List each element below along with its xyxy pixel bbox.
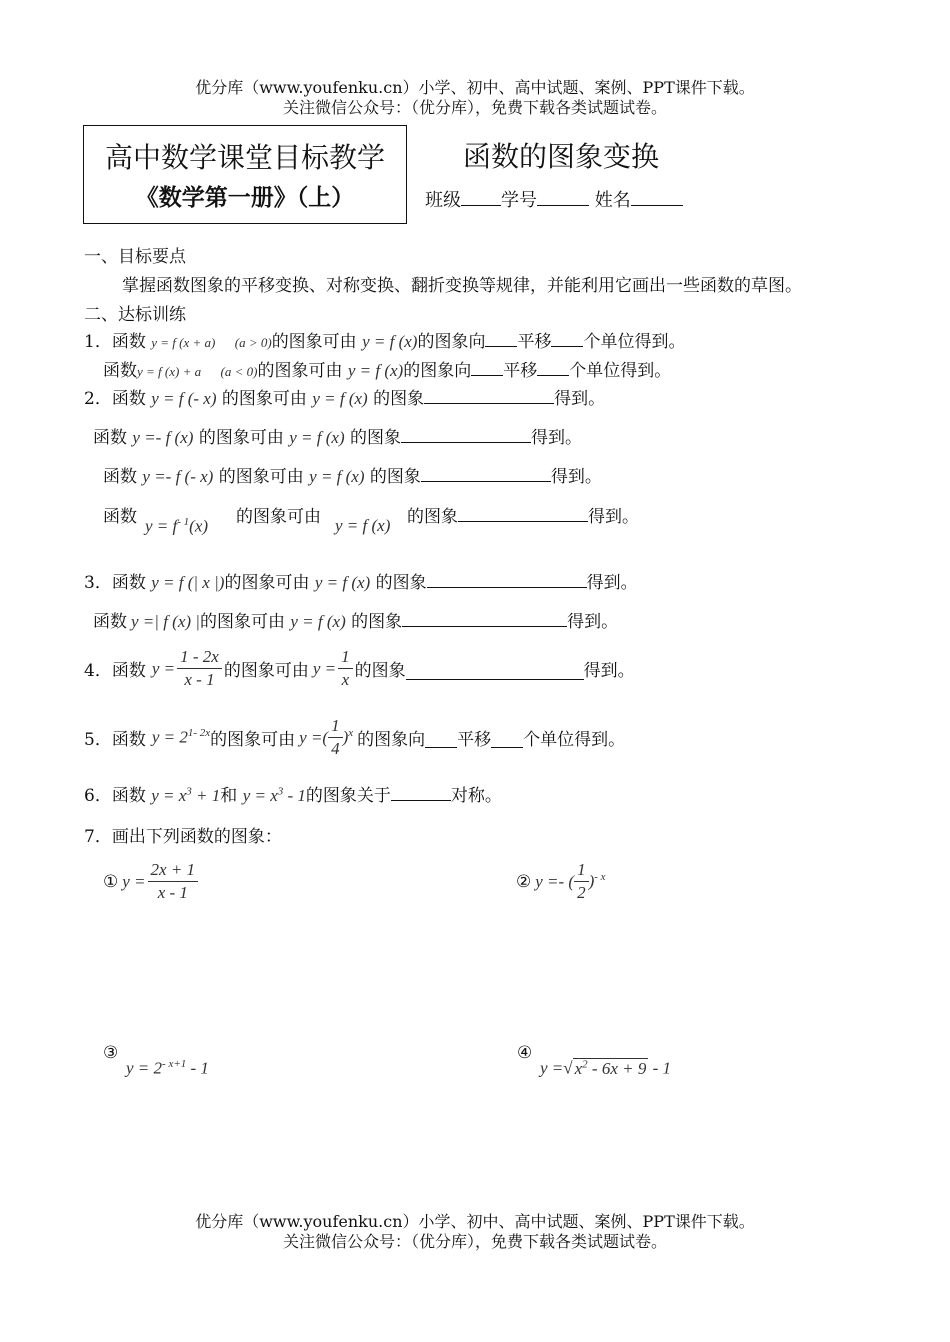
q4-frac1-num: 1 - 2x (177, 647, 222, 669)
q2-2-tail: 的图象 (350, 428, 402, 448)
q2-4-func-a: y = f (145, 516, 178, 536)
q6-func-2-sup: 3 (277, 785, 284, 798)
q7-item-2 (516, 860, 606, 903)
q7-item-1-marker: ① (103, 871, 119, 892)
q2-4-tail-group (407, 502, 639, 527)
q7-item-4-radicand (573, 1058, 649, 1078)
q2-line-4 (103, 502, 137, 527)
q1-b-t2: 个单位得到。 (569, 361, 672, 381)
q3-1-prefix: 函数 (111, 573, 146, 593)
header-line-1: 优分库（www.youfenku.cn）小学、初中、高中试题、案例、PPT课件下载。 (195, 78, 755, 97)
q6-func-1-b: + 1 (191, 786, 221, 805)
q4-frac2-num: 1 (338, 647, 353, 669)
q6-func-1-sup: 3 (186, 785, 192, 798)
q2-3-func: y =- f (- x) (142, 467, 214, 486)
section-1-heading: 一、目标要点 (84, 247, 186, 267)
q3-1-func: y = f (| x |) (151, 573, 225, 592)
q7-item-1-den: x - 1 (157, 883, 188, 902)
q7-line (84, 822, 282, 847)
q6-func-1-a: y = x (151, 786, 187, 805)
q6-func-1 (151, 786, 220, 805)
q2-1-prefix: 函数 (111, 389, 146, 409)
q7-text: 画出下列函数的图象： (111, 827, 282, 847)
q7-item-4-func: y =√ $x^2 - 6x + 9 - 1$ (540, 1058, 672, 1078)
title-box-line-2: 《数学第一册》（上） (135, 185, 355, 211)
student-info (425, 186, 683, 212)
q2-1-end: 得到。 (554, 389, 606, 409)
number-label: 学号 (501, 190, 537, 211)
q1-line-b (103, 356, 671, 381)
class-blank[interactable] (461, 191, 501, 206)
q1-b-base: y = f (x) (347, 361, 404, 380)
q7-item-3-marker: ③ (103, 1043, 119, 1063)
q4-number: 4． (84, 661, 112, 681)
q1-a-func: y = f (x + a) (151, 335, 216, 350)
q4-y: y = (151, 658, 176, 678)
q7-item-3-a: y = 2 (126, 1058, 163, 1078)
q2-4-base: y = f (x) (335, 516, 391, 535)
q5-number: 5． (84, 730, 112, 750)
q4-prefix: 函数 (111, 661, 146, 681)
q2-2-mid: 的图象可由 (198, 428, 284, 448)
q2-4-end: 得到。 (588, 507, 639, 527)
q7-item-1-fraction (148, 860, 199, 903)
q6-func-2-a: y = x (242, 786, 278, 805)
q2-1-mid: 的图象可由 (221, 389, 307, 409)
q3-line-2 (93, 607, 618, 632)
q6-blank[interactable] (391, 786, 451, 801)
q2-4-tail: 的图象 (407, 507, 458, 527)
q2-3-prefix: 函数 (103, 467, 137, 487)
q5-func-2-sup: x (348, 727, 354, 740)
q5-func-1-sup: 1- 2x (187, 727, 211, 740)
q5-func-2-b: ) (342, 727, 349, 747)
q7-number: 7． (84, 827, 112, 847)
q4-end: 得到。 (583, 661, 635, 681)
q2-2-end: 得到。 (531, 428, 583, 448)
q2-4-blank[interactable] (458, 507, 588, 522)
q7-item-4-rad-sup: 2 (582, 1058, 588, 1070)
q7-item-4-marker: ④ (517, 1043, 533, 1063)
q2-1-base: y = f (x) (312, 389, 368, 408)
q7-item-2-fraction (574, 860, 589, 903)
q7-item-4-rad-a: x (574, 1058, 583, 1078)
q7-item-2-b-group (589, 871, 606, 892)
q1-a-base: y = f (x) (362, 332, 418, 351)
q2-3-mid: 的图象可由 (218, 467, 304, 487)
q7-item-3-sup: - x+1 (162, 1058, 187, 1070)
name-label: 姓名 (594, 190, 631, 211)
q3-2-end: 得到。 (567, 612, 619, 632)
q1-b-mid2: 的图象向 (403, 361, 472, 381)
q1-b-mid: 的图象可由 (257, 361, 343, 381)
q2-2-blank[interactable] (401, 428, 531, 443)
q5-mid2: 的图象向 (357, 730, 426, 750)
q2-4-func-sup: - 1 (177, 516, 190, 528)
q2-number: 2． (84, 389, 112, 409)
q2-1-tail: 的图象 (373, 389, 425, 409)
q2-1-func: y = f (- x) (151, 389, 217, 408)
q3-line-1 (84, 568, 638, 593)
q3-1-base: y = f (x) (314, 573, 371, 592)
q1-a-mid: 的图象可由 (271, 332, 357, 352)
q5-t2: 个单位得到。 (523, 730, 626, 750)
q3-2-func: y =| f (x) | (131, 612, 200, 631)
q5-func-1 (152, 727, 210, 748)
q1-a-blank-2[interactable] (551, 332, 583, 347)
q5-func-1-base: y = 2 (151, 727, 188, 747)
q5-frac-den: 4 (331, 739, 340, 758)
q5-func-2-a: y =( (299, 727, 329, 747)
q4-frac2-den: x (341, 670, 350, 689)
q1-b-blank-1[interactable] (471, 361, 503, 376)
q1-a-cond: (a > 0) (234, 335, 272, 350)
q7-item-4-rad-b: - 6x + 9 (587, 1058, 647, 1078)
name-blank[interactable] (631, 191, 683, 206)
q5-t1: 平移 (457, 730, 492, 750)
q7-item-1 (103, 860, 200, 903)
q6-number: 6． (84, 786, 112, 806)
q2-4-mid: 的图象可由 (236, 507, 321, 527)
q1-b-func: y = f (x) + a (137, 364, 202, 379)
q7-item-2-b: ) (588, 871, 595, 891)
q6-func-2 (243, 786, 306, 805)
q3-2-mid: 的图象可由 (199, 612, 285, 632)
q2-3-blank[interactable] (421, 467, 551, 482)
section-2-heading: 二、达标训练 (84, 305, 186, 325)
q5-blank-2[interactable] (491, 733, 523, 748)
q1-a-prefix: 函数 (111, 332, 146, 352)
q1-number: 1． (84, 332, 112, 352)
q1-b-cond: (a < 0) (220, 364, 258, 379)
q3-2-base: y = f (x) (290, 612, 346, 631)
title-box-line-1: 高中数学课堂目标教学 (104, 141, 385, 174)
q2-3-end: 得到。 (550, 467, 602, 487)
q6-and: 和 (220, 786, 238, 806)
page-title: 函数的图象变换 (463, 140, 660, 173)
q4-fraction-2 (338, 647, 353, 690)
q2-line-1 (84, 384, 605, 409)
q7-item-3-b: - 1 (186, 1058, 209, 1078)
q6-line (84, 781, 502, 806)
q2-line-3 (103, 462, 602, 487)
q5-mid: 的图象可由 (210, 730, 296, 750)
q3-1-mid: 的图象可由 (224, 573, 310, 593)
q2-4-prefix: 函数 (103, 507, 137, 527)
q2-3-tail: 的图象 (369, 467, 421, 487)
q1-a-mid2: 的图象向 (417, 332, 486, 352)
section-1-text: 掌握函数图象的平移变换、对称变换、翻折变换等规律，并能利用它画出一些函数的草图。 (122, 276, 802, 296)
q7-item-3-func (126, 1058, 209, 1079)
q2-4-func-b: (x) (189, 516, 209, 536)
q2-4-func (145, 516, 208, 537)
q5-blank-1[interactable] (425, 733, 457, 748)
q2-1-blank[interactable] (424, 389, 554, 404)
q7-item-1-y: y = (122, 871, 146, 891)
q3-2-prefix: 函数 (93, 612, 127, 632)
q3-number: 3． (84, 573, 112, 593)
q1-a-t1: 平移 (517, 332, 552, 352)
q5-frac-num: 1 (328, 716, 343, 738)
q1-b-prefix: 函数 (103, 361, 137, 381)
q2-3-base: y = f (x) (309, 467, 365, 486)
q3-1-tail: 的图象 (375, 573, 427, 593)
header-line-2: 关注微信公众号：（优分库），免费下载各类试题试卷。 (282, 98, 667, 117)
q6-func-2-b: - 1 (283, 786, 306, 805)
q4-mid: 的图象可由 (223, 661, 309, 681)
q5-prefix: 函数 (111, 730, 146, 750)
q4-tail: 的图象 (354, 661, 406, 681)
q1-line-a (84, 327, 685, 352)
number-blank[interactable] (537, 191, 589, 206)
q2-line-2 (93, 423, 582, 448)
q4-y2: y = (312, 658, 337, 678)
q7-item-1-num: 2x + 1 (148, 860, 199, 882)
q5-func-2-b-group (343, 727, 354, 748)
q3-1-blank[interactable] (427, 573, 587, 588)
q4-frac1-den: x - 1 (184, 670, 215, 689)
q7-item-2-den: 2 (577, 883, 586, 902)
q2-2-prefix: 函数 (93, 428, 127, 448)
q7-item-2-marker: ② (516, 871, 532, 892)
q7-item-2-a: y =- ( (535, 871, 575, 891)
q5-line (84, 716, 625, 759)
footer-line-1: 优分库（www.youfenku.cn）小学、初中、高中试题、案例、PPT课件下载。 (195, 1212, 755, 1231)
q3-1-end: 得到。 (586, 573, 638, 593)
q1-a-blank-1[interactable] (485, 332, 517, 347)
q6-tail: 的图象关于 (305, 786, 391, 806)
q7-item-2-num: 1 (574, 860, 589, 882)
q7-item-4-b: - 1 (648, 1058, 672, 1078)
q4-blank[interactable] (406, 665, 584, 680)
q5-fraction (328, 716, 343, 759)
q1-b-t1: 平移 (503, 361, 538, 381)
q7-item-4-a: y = (540, 1058, 564, 1078)
title-box (83, 125, 407, 224)
q1-b-blank-2[interactable] (537, 361, 569, 376)
q2-2-base: y = f (x) (289, 428, 345, 447)
footer-line-2: 关注微信公众号：（优分库），免费下载各类试题试卷。 (282, 1232, 667, 1251)
q4-line (84, 647, 635, 690)
q3-2-tail: 的图象 (351, 612, 403, 632)
q3-2-blank[interactable] (402, 612, 567, 627)
class-label: 班级 (425, 190, 461, 211)
q2-2-func: y =- f (x) (132, 428, 194, 447)
q4-fraction-1 (177, 647, 222, 690)
q7-item-2-sup: - x (594, 871, 606, 884)
q6-end: 对称。 (450, 786, 502, 806)
q6-prefix: 函数 (111, 786, 146, 806)
q1-a-t2: 个单位得到。 (583, 332, 686, 352)
